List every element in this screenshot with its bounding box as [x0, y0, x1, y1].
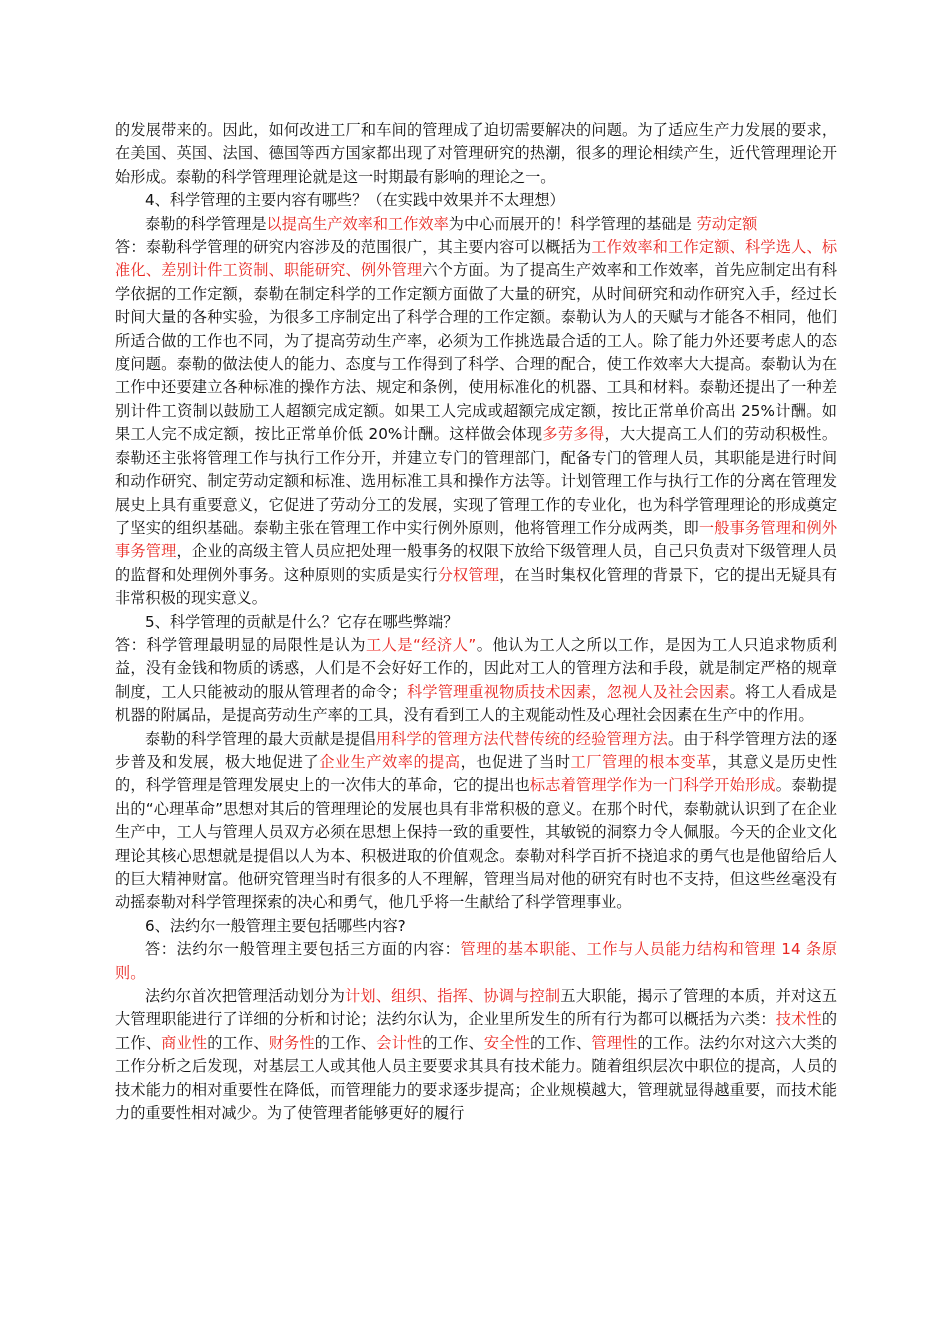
highlight-text: 多劳多得: [542, 425, 605, 444]
answer-5-contributions: [115, 728, 837, 915]
highlight-text: 技术性: [775, 1010, 822, 1029]
highlight-text: 一般事务管理和例外事务管理: [115, 518, 838, 561]
document-page: [115, 119, 837, 1125]
highlight-text: 分权管理: [437, 565, 500, 584]
highlight-text: 管理的基本职能、工作与人员能力结构和管理 14 条原则。: [115, 940, 838, 982]
text-run: 答：泰勒科学管理的研究内容涉及的范围很广，其主要内容可以概括为: [115, 238, 592, 257]
text-run: 为中心而展开的！科学管理的基础是: [448, 214, 697, 233]
paragraph-intro-continuation: [115, 119, 837, 189]
answer-5-limitations: [115, 634, 837, 728]
text-run: ，也促进了当时: [460, 752, 571, 771]
answer-6-summary: [115, 938, 837, 985]
text-run: 。将工人看成是机器的附属品，是提高劳动生产率的工具，没有看到工人的主观能动性及心理社会因素在生产中的作用。: [115, 682, 838, 725]
text-run: 的工作、: [115, 1010, 838, 1052]
highlight-text: 计划、组织、指挥、协调与控制: [344, 987, 561, 1006]
paragraph-taylor-summary: [115, 213, 837, 236]
highlight-text: 以提高生产效率和工作效率: [266, 214, 449, 233]
text-run: ，企业的高级主管人员应把处理一般事务的权限下放给下级管理人员，自己只负责对下级管理人员的监督和处理例外事务。这种原则的实质是实行: [115, 542, 838, 584]
text-run: 答：科学管理最明显的局限性是认为: [115, 635, 366, 654]
text-run: 六个方面。为了提高生产效率和工作效率，首先应制定出有科学依据的工作定额，泰勒在制定科学的工作定额方面做了大量的研究，从时间研究和动作研究入手，经过长时间大量的各种实验，为很多工序制定出了科学合理的工作定额。泰勒认为人的天赋与才能各不相同，他们所适合做的工作也不同，为了提高劳动生产率，必须为工作挑选最合适的工人。除了能力外还要考虑人的态度问题。泰勒的做法使人的能力、态度与工作得到了科学、合理的配合，使工作效率大大提高。泰勒认为在工作中还要建立各种标准的操作方法、规定和条例，使用标准化的机器、工具和材料。泰勒还提出了一种差别计件工资制以鼓励工人超额完成定额。如果工人完成或超额完成定额，按比正常单价高出 25%计酬。如果工人完不成定额，按比正常单价低 20%计酬。这样做会体现: [115, 261, 838, 444]
answer-6-detail: [115, 985, 837, 1125]
text-run: 。由于科学管理方法的逐步普及和发展，极大地促进了: [115, 729, 838, 771]
text-run: ，在当时集权化管理的背景下，它的提出无疑具有非常积极的现实意义。: [115, 565, 838, 608]
highlight-text: 安全性: [483, 1033, 530, 1052]
text-run: ，其意义是历史性的，科学管理是管理发展史上的一次伟大的革命，它的提出也: [115, 752, 838, 795]
highlight-text: 商业性: [161, 1033, 208, 1052]
text-run: 五大职能，揭示了管理的本质，并对这五大管理职能进行了详细的分析和讨论；法约尔认为，企业里所发生的所有行为都可以概括为六类：: [115, 987, 838, 1029]
highlight-text: 会计性: [376, 1033, 423, 1052]
highlight-text: 标志着管理学作为一门科学开始形成: [529, 776, 776, 795]
text-run: 6、法约尔一般管理主要包括哪些内容?: [145, 916, 406, 935]
highlight-text: 科学管理重视物质技术因素，忽视人及社会因素: [406, 682, 730, 701]
question-6-heading: [115, 915, 837, 938]
highlight-text: 工作效率和工作定额、科学选人、标准化、差别计件工资制、职能研究、例外管理: [115, 238, 838, 280]
text-run: 的工作、: [529, 1033, 592, 1052]
highlight-text: 财务性: [268, 1033, 315, 1052]
highlight-text: 用科学的管理方法代替传统的经验管理方法: [375, 729, 668, 748]
text-run: 的工作。法约尔对这六大类的工作分析之后发现，对基层工人或其他人员主要要求其具有技术能力。随着组织层次中职位的提高，人员的技术能力的相对重要性在降低，而管理能力的要求逐步提高；企业规模越大，管理就显得越重要，而技术能力的重要性相对减少。为了使管理者能够更好的履行: [115, 1033, 838, 1123]
text-run: 答：法约尔一般管理主要包括三方面的内容：: [145, 940, 461, 959]
text-run: 的工作、: [314, 1033, 377, 1052]
question-5-heading: [115, 611, 837, 634]
answer-4-paragraph: [115, 236, 837, 611]
text-run: 的工作、: [422, 1033, 484, 1052]
text-run: 。泰勒提出的“心理革命”思想对其后的管理理论的发展也具有非常积极的意义。在那个时代，泰勒就认识到了在企业生产中，工人与管理人员双方必须在思想上保持一致的重要性，其敏锐的洞察力令人佩服。今天的企业文化理论其核心思想就是提倡以人为本、积极进取的价值观念。泰勒对科学百折不挠追求的勇气也是他留给后人的巨大精神财富。他研究管理当时有很多的人不理解，管理当局对他的研究有时也不支持，但这些丝毫没有动摇泰勒对科学管理探索的决心和勇气，他几乎将一生献给了科学管理事业。: [115, 776, 838, 912]
text-run: 法约尔首次把管理活动划分为: [145, 987, 345, 1006]
text-run: 泰勒的科学管理是: [145, 214, 267, 233]
text-run: 泰勒的科学管理的最大贡献是提倡: [145, 729, 376, 748]
highlight-text: 企业生产效率的提高: [319, 752, 461, 771]
question-4-heading: [115, 189, 837, 212]
text-run: 。他认为工人之所以工作，是因为工人只追求物质利益，没有金钱和物质的诱惑，人们是不会好好工作的，因此对工人的管理方法和手段，就是制定严格的规章制度，工人只能被动的服从管理者的命令；: [115, 635, 838, 701]
text-run: 5、科学管理的贡献是什么？它存在哪些弊端？: [145, 612, 459, 631]
text-run: 的工作、: [207, 1033, 269, 1052]
highlight-text: 管理性: [591, 1033, 638, 1052]
text-run: ，大大提高工人们的劳动积极性。泰勒还主张将管理工作与执行工作分开，并建立专门的管理部门，配备专门的管理人员，其职能是进行时间和动作研究、制定劳动定额和标准、选用标准工具和操作方法等。计划管理工作与执行工作的分离在管理发展史上具有重要意义，它促进了劳动分工的发展，实现了管理工作的专业化，也为科学管理理论的形成奠定了坚实的组织基础。泰勒主张在管理工作中实行例外原则，他将管理工作分成两类，即: [115, 425, 838, 537]
highlight-text: 工厂管理的根本变革: [570, 752, 712, 771]
text-run: 的发展带来的。因此，如何改进工厂和车间的管理成了迫切需要解决的问题。为了适应生产力发展的要求，在美国、英国、法国、德国等西方国家都出现了对管理研究的热潮，很多的理论相续产生，近代管理理论开始形成。泰勒的科学管理理论就是这一时期最有影响的理论之一。: [115, 121, 837, 186]
highlight-text: 工人是“经济人”: [365, 635, 477, 654]
highlight-text: 劳动定额: [696, 214, 758, 233]
text-run: 4、科学管理的主要内容有哪些？（在实践中效果并不太理想）: [145, 191, 565, 210]
